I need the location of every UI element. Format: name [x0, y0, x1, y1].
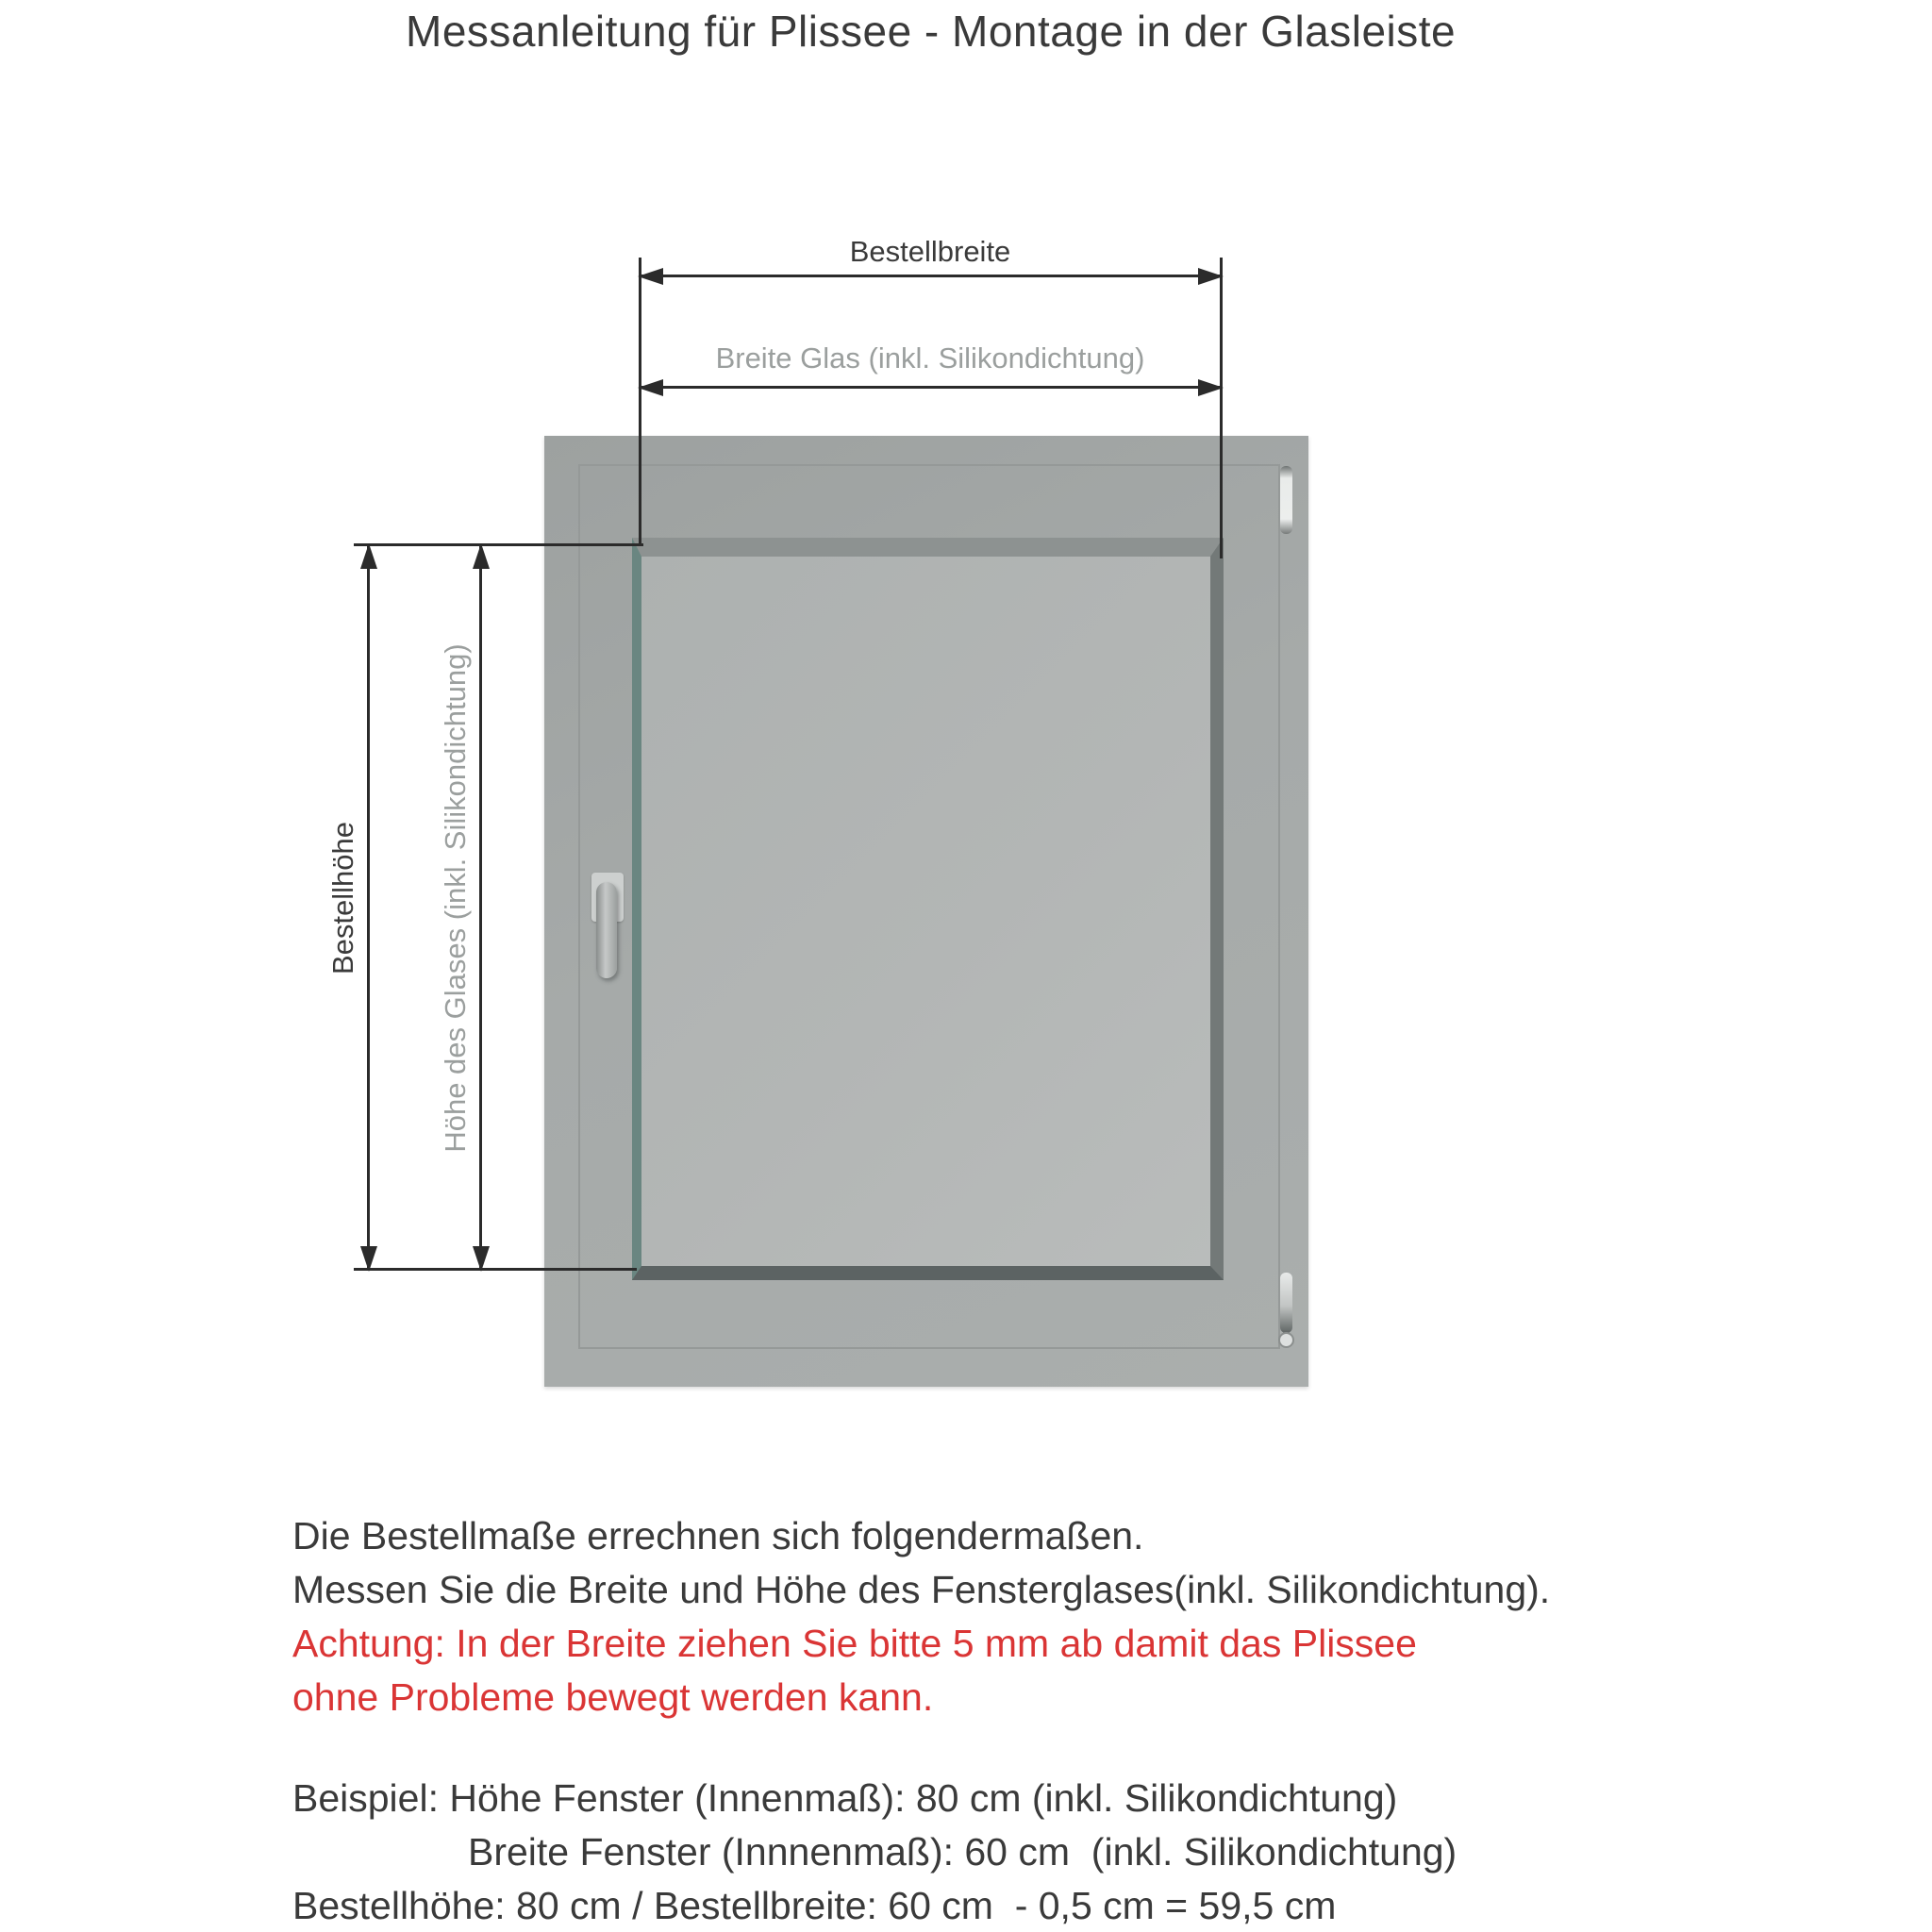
window-hinge-bottom: [1280, 1273, 1292, 1333]
arrowhead-right-icon: [1198, 268, 1224, 285]
window-hinge-knob: [1278, 1332, 1294, 1348]
dimension-line-order-width: [640, 275, 1222, 277]
window-handle: [596, 882, 617, 978]
extension-line-glass-right: [1220, 258, 1223, 558]
instruction-line: Messen Sie die Breite und Höhe des Fensterglases(inkl. Silikondichtung).: [292, 1568, 1551, 1611]
arrowhead-down-icon: [473, 1246, 490, 1272]
dim-label-hoehe-des-glases: Höhe des Glases (inkl. Silikondichtung): [439, 638, 473, 1158]
arrowhead-right-icon: [1198, 379, 1224, 396]
warning-line: Achtung: In der Breite ziehen Sie bitte 5 mm ab damit das Plissee: [292, 1622, 1417, 1665]
instruction-line: Die Bestellmaße errechnen sich folgendermaßen.: [292, 1514, 1144, 1557]
arrowhead-up-icon: [473, 543, 490, 569]
dimension-line-order-height: [367, 545, 370, 1270]
arrowhead-up-icon: [360, 543, 377, 569]
extension-line-glass-left: [639, 258, 641, 546]
dimension-line-glass-width: [640, 386, 1222, 389]
extension-line-glass-top: [354, 543, 643, 546]
warning-line: ohne Probleme bewegt werden kann.: [292, 1675, 934, 1719]
window-glass: [632, 538, 1224, 1280]
arrowhead-down-icon: [360, 1246, 377, 1272]
arrowhead-left-icon: [638, 379, 663, 396]
dimension-line-glass-height: [479, 545, 482, 1270]
arrowhead-left-icon: [638, 268, 663, 285]
dim-label-bestellbreite: Bestellbreite: [844, 235, 1017, 269]
dim-label-breite-glas: Breite Glas (inkl. Silikondichtung): [710, 341, 1151, 375]
extension-line-glass-bottom: [354, 1268, 637, 1271]
example-block: [292, 1772, 1457, 1932]
example-line: Bestellhöhe: 80 cm / Bestellbreite: 60 cm - 0,5 cm = 59,5 cm: [292, 1884, 1337, 1927]
dim-label-bestellhoehe: Bestellhöhe: [326, 816, 360, 980]
window-hinge-top: [1280, 466, 1292, 534]
page-title: Messanleitung für Plissee - Montage in der Glasleiste: [406, 7, 1457, 56]
instruction-block: [292, 1509, 1550, 1724]
example-line: Beispiel: Höhe Fenster (Innenmaß): 80 cm (inkl. Silikondichtung): [292, 1776, 1398, 1820]
example-line: Breite Fenster (Innnenmaß): 60 cm (inkl. Silikondichtung): [468, 1830, 1457, 1874]
